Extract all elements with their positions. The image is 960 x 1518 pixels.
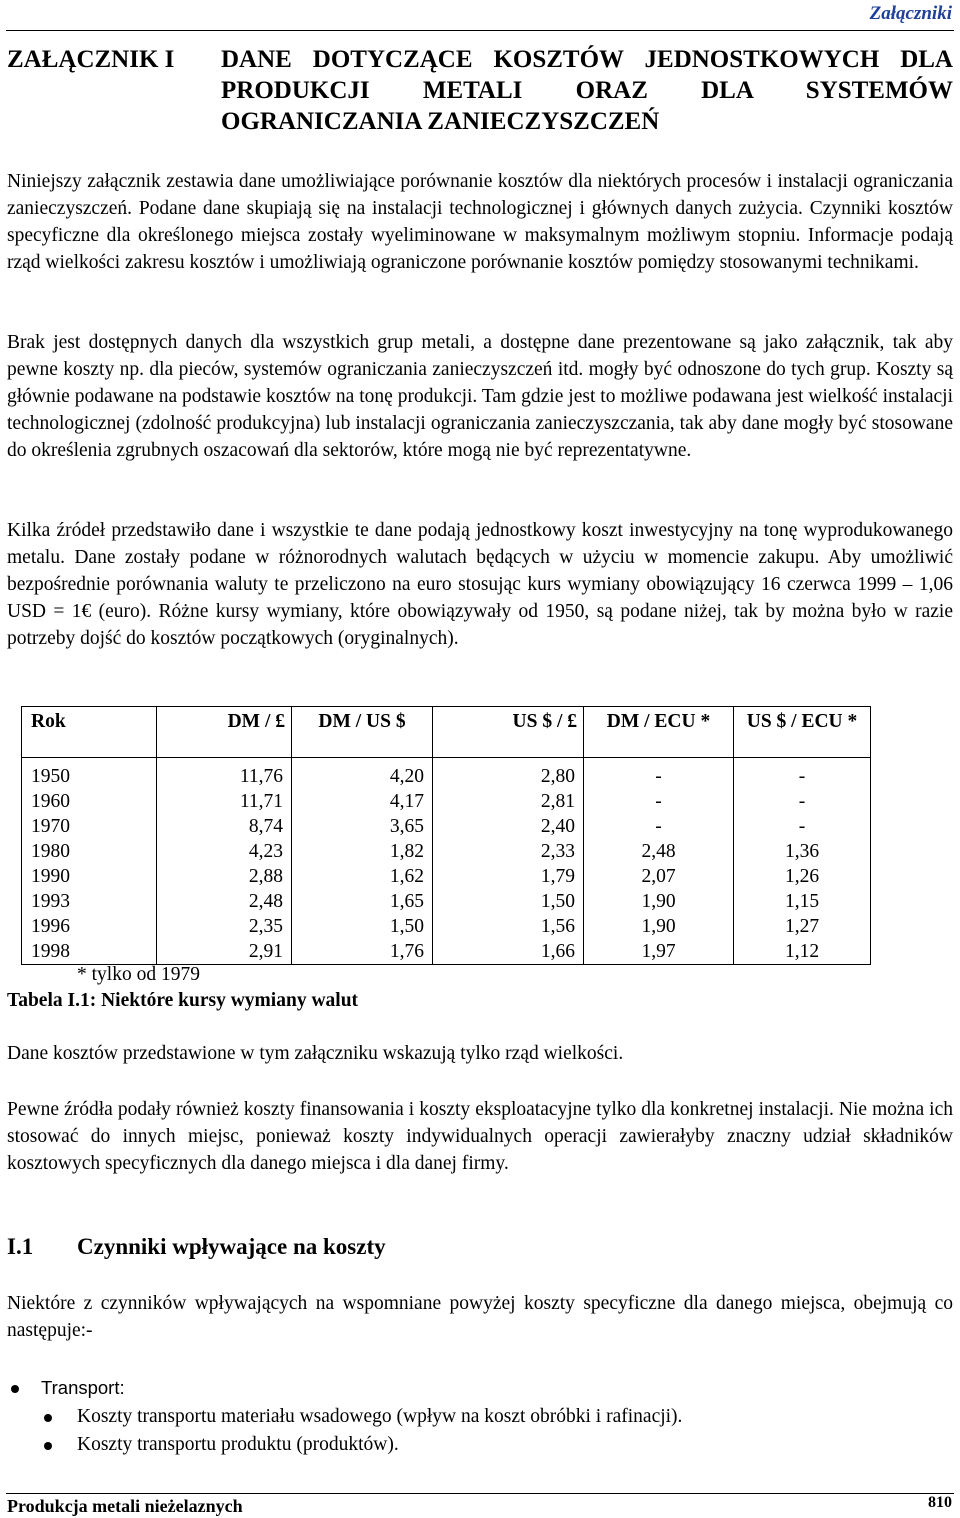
- table-header-row: [22, 707, 871, 758]
- table-cell-rate: 2,35: [157, 914, 292, 939]
- footer-document-title: Produkcja metali nieżelaznych: [7, 1496, 243, 1516]
- table-cell-rate: 1,56: [433, 914, 584, 939]
- col-header-dm-usd: DM / US $: [292, 707, 433, 758]
- table-cell-rate: 11,76: [157, 758, 292, 790]
- table-row: [22, 939, 871, 965]
- table-cell-rate: -: [584, 789, 734, 814]
- table-cell-year: 1960: [22, 789, 157, 814]
- table-row: [22, 914, 871, 939]
- table-cell-year: 1993: [22, 889, 157, 914]
- table-cell-rate: 11,71: [157, 789, 292, 814]
- financing-costs-paragraph: Pewne źródła podały również koszty finansowania i koszty eksploatacyjne tylko dla konkretnej instalacji. Nie można ich stosować do innych miejsc, ponieważ koszty indywidualnych operacji zawierałyby znaczny udział składników kosztowych specyficznych dla danego miejsca i dla danej firmy.: [7, 1099, 953, 1174]
- table-cell-rate: 2,33: [433, 839, 584, 864]
- col-header-year: Rok: [22, 707, 157, 758]
- table-cell-rate: 1,12: [734, 939, 871, 965]
- table-caption: Tabela I.1: Niektóre kursy wymiany walut: [7, 990, 359, 1011]
- running-header: Załączniki: [869, 3, 952, 24]
- table-row: [22, 889, 871, 914]
- table-cell-rate: 1,97: [584, 939, 734, 965]
- section-number: I.1: [7, 1234, 34, 1259]
- table-cell-rate: 2,48: [584, 839, 734, 864]
- order-of-magnitude-note: Dane kosztów przedstawione w tym załączniku wskazują tylko rząd wielkości.: [7, 1043, 624, 1064]
- table-cell-rate: -: [584, 758, 734, 790]
- table-cell-year: 1980: [22, 839, 157, 864]
- list-item-label: Koszty transportu materiału wsadowego (wpływ na koszt obróbki i rafinacji).: [77, 1405, 683, 1427]
- list-item-transport: [0, 1374, 960, 1403]
- exchange-rate-paragraph: Kilka źródeł przedstawiło dane i wszystkie te dane podają jednostkowy koszt inwestycyjny na tonę wyprodukowanego metalu. Dane zostały podane w różnorodnych walutach będących w użyciu w momencie zakupu. Aby umożliwić bezpośrednie porównania waluty te przeliczono na euro stosując kurs wymiany obowiązujący 16 czerwca 1999 – 1,06 USD = 1€ (euro). Różne kursy wymiany, które obowiązywały od 1950, są podane niżej, tak by można było w razie potrzeby dojść do kosztów początkowych (oryginalnych).: [7, 520, 953, 649]
- table-cell-rate: 1,50: [433, 889, 584, 914]
- table-cell-rate: 1,26: [734, 864, 871, 889]
- annex-label: ZAŁĄCZNIK I: [7, 46, 175, 73]
- table-cell-rate: 1,27: [734, 914, 871, 939]
- bullet-icon: [44, 1442, 52, 1450]
- table-footnote: * tylko od 1979: [77, 964, 200, 985]
- table-cell-rate: 1,79: [433, 864, 584, 889]
- col-header-dm-ecu: DM / ECU *: [584, 707, 734, 758]
- table-row: [22, 864, 871, 889]
- table-cell-rate: 2,81: [433, 789, 584, 814]
- list-item-feed-transport: [0, 1403, 960, 1432]
- table-cell-rate: 2,07: [584, 864, 734, 889]
- table-row: [22, 839, 871, 864]
- table-cell-rate: 4,17: [292, 789, 433, 814]
- table-cell-rate: 1,90: [584, 889, 734, 914]
- table-cell-rate: 4,23: [157, 839, 292, 864]
- bullet-icon: [11, 1385, 19, 1393]
- table-cell-year: 1950: [22, 758, 157, 790]
- table-cell-rate: 4,20: [292, 758, 433, 790]
- table-cell-rate: 1,36: [734, 839, 871, 864]
- table-cell-rate: 1,15: [734, 889, 871, 914]
- table-row: [22, 758, 871, 790]
- table-cell-rate: 1,82: [292, 839, 433, 864]
- table-cell-rate: 1,50: [292, 914, 433, 939]
- data-availability-paragraph: Brak jest dostępnych danych dla wszystkich grup metali, a dostępne dane prezentowane są jako załącznik, tak aby pewne koszty np. dla pieców, systemów ograniczania zanieczyszczeń itd. mogły być odnoszone do tych grup. Koszty są głównie podawane na podstawie kosztów na tonę produkcji. Tam gdzie jest to możliwe podawana jest wielkość instalacji technologicznej (zdolność produkcyjna) lub instalacji ograniczania zanieczyszczania, tak aby dane mogły być stosowane do określenia zgrubnych oszacowań dla sektorów, które mogą nie być reprezentatywne.: [7, 332, 953, 461]
- annex-heading: DANE DOTYCZĄCE KOSZTÓW JEDNOSTKOWYCH DLA PRODUKCJI METALI ORAZ DLA SYSTEMÓW OGRANICZANIA ZANIECZYSZCZEŃ: [221, 46, 953, 135]
- exchange-rates-table: [21, 706, 871, 965]
- table-cell-rate: 1,90: [584, 914, 734, 939]
- table-cell-year: 1970: [22, 814, 157, 839]
- table-cell-rate: 2,40: [433, 814, 584, 839]
- table-cell-rate: -: [734, 789, 871, 814]
- intro-paragraph: Niniejszy załącznik zestawia dane umożliwiające porównanie kosztów dla niektórych procesów i instalacji ograniczania zanieczyszczeń. Podane dane skupiają się na instalacji technologicznej i głównych danych zużycia. Czynniki kosztów specyficzne dla określonego miejsca zostały wyeliminowane w maksymalnym możliwym stopniu. Informacje podają rząd wielkości zakresu kosztów i umożliwiają ograniczone porównanie kosztów pomiędzy stosowanymi technikami.: [7, 171, 953, 273]
- col-header-usd-gbp: US $ / £: [433, 707, 584, 758]
- table-cell-year: 1996: [22, 914, 157, 939]
- table-cell-rate: 1,65: [292, 889, 433, 914]
- table-cell-rate: 1,62: [292, 864, 433, 889]
- list-item-label: Koszty transportu produktu (produktów).: [77, 1434, 399, 1455]
- table-row: [22, 789, 871, 814]
- page-number: 810: [928, 1494, 952, 1511]
- factors-intro-paragraph: Niektóre z czynników wpływających na wspomniane powyżej koszty specyficzne dla danego miejsca, obejmują co następuje:-: [7, 1293, 953, 1341]
- list-item-product-transport: [0, 1431, 960, 1460]
- table-cell-rate: 2,48: [157, 889, 292, 914]
- table-cell-rate: 8,74: [157, 814, 292, 839]
- table-body: [22, 758, 871, 965]
- table-cell-rate: 2,91: [157, 939, 292, 965]
- table-cell-rate: 1,66: [433, 939, 584, 965]
- table-cell-rate: 3,65: [292, 814, 433, 839]
- bullet-icon: [44, 1414, 52, 1422]
- table-cell-rate: -: [584, 814, 734, 839]
- table-row: [22, 814, 871, 839]
- footer-rule: [6, 1493, 954, 1494]
- section-title: Czynniki wpływające na koszty: [77, 1234, 386, 1259]
- table-cell-year: 1990: [22, 864, 157, 889]
- table-cell-rate: 2,80: [433, 758, 584, 790]
- list-item-label: Transport:: [41, 1377, 125, 1398]
- table-cell-rate: 2,88: [157, 864, 292, 889]
- table-cell-year: 1998: [22, 939, 157, 965]
- header-rule: [6, 30, 954, 31]
- col-header-usd-ecu: US $ / ECU *: [734, 707, 871, 758]
- table-cell-rate: 1,76: [292, 939, 433, 965]
- table-cell-rate: -: [734, 814, 871, 839]
- factors-list: [0, 1374, 960, 1460]
- table-cell-rate: -: [734, 758, 871, 790]
- col-header-dm-gbp: DM / £: [157, 707, 292, 758]
